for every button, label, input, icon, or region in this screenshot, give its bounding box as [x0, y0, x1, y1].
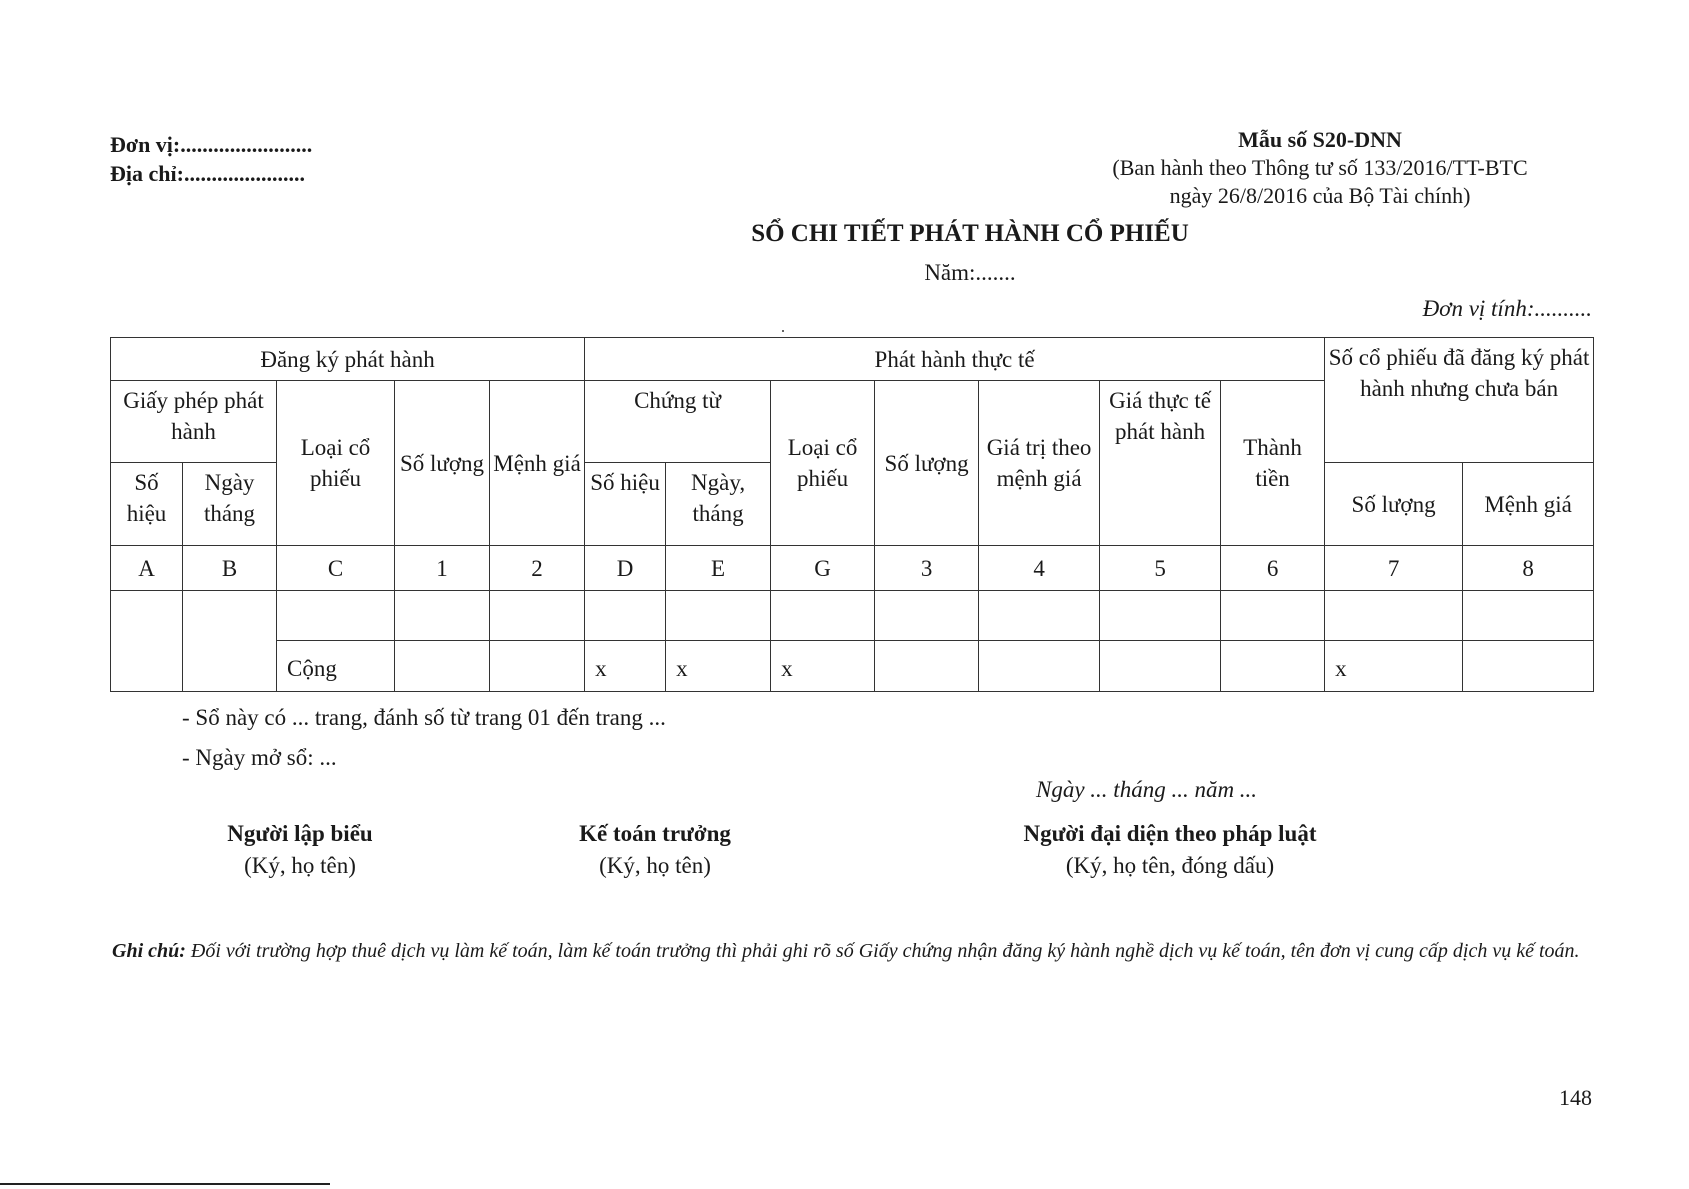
- column-code: E: [666, 546, 771, 591]
- signature-chief-accountant: [520, 818, 790, 882]
- license-date-header: Ngày tháng: [183, 463, 277, 546]
- data-cell: [1221, 641, 1325, 692]
- column-code: 7: [1325, 546, 1463, 591]
- unsold-quantity-header: Số lượng: [1325, 463, 1463, 546]
- signature-role: Người lập biểu: [227, 821, 373, 846]
- year-line: Năm:.......: [924, 260, 1016, 285]
- actual-share-type-header: Loại cổ phiếu: [771, 381, 875, 546]
- quantity-header: Số lượng: [395, 381, 490, 546]
- data-cell: [875, 591, 979, 641]
- license-number-header: Số hiệu: [111, 463, 183, 546]
- group-unsold-header: Số cổ phiếu đã đăng ký phát hành nhưng chưa bán: [1325, 338, 1594, 463]
- signature-role: Người đại diện theo pháp luật: [1023, 821, 1317, 846]
- data-cell: [490, 591, 585, 641]
- total-label: Cộng: [277, 641, 395, 692]
- data-cell: [490, 641, 585, 692]
- data-cell: [771, 591, 875, 641]
- document-title: SỔ CHI TIẾT PHÁT HÀNH CỔ PHIẾU: [751, 220, 1189, 247]
- column-code: B: [183, 546, 277, 591]
- form-reference-block: [1060, 126, 1580, 210]
- data-cell: [1325, 591, 1463, 641]
- group-actual-header: Phát hành thực tế: [585, 338, 1325, 381]
- value-at-par-header: Giá trị theo mệnh giá: [979, 381, 1100, 546]
- footnote: [112, 937, 1592, 966]
- form-code: Mẫu số S20-DNN: [1238, 127, 1402, 152]
- total-mark: x: [666, 641, 771, 692]
- data-cell: [1463, 641, 1594, 692]
- signature-date: Ngày ... tháng ... năm ...: [1036, 777, 1258, 802]
- footnote-text: Đối với trường hợp thuê dịch vụ làm kế toán, làm kế toán trưởng thì phải ghi rõ số Giấy chứng nhận đăng ký hành nghề dịch vụ kế toán, tên đơn vị cung cấp dịch vụ kế toán.: [190, 940, 1580, 962]
- share-issuance-ledger-table: [110, 337, 1594, 692]
- data-cell: [875, 641, 979, 692]
- column-code: 2: [490, 546, 585, 591]
- column-code: G: [771, 546, 875, 591]
- issued-by: (Ban hành theo Thông tư số 133/2016/TT-BTC: [1112, 155, 1528, 180]
- data-cell: [183, 591, 277, 692]
- bottom-rule: [0, 1183, 330, 1185]
- column-code: 5: [1100, 546, 1221, 591]
- table-row: [111, 591, 1594, 641]
- column-code: 3: [875, 546, 979, 591]
- issued-date: ngày 26/8/2016 của Bộ Tài chính): [1169, 183, 1471, 208]
- column-code: C: [277, 546, 395, 591]
- actual-price-header: Giá thực tế phát hành: [1100, 381, 1221, 546]
- data-cell: [1463, 591, 1594, 641]
- data-cell: [395, 641, 490, 692]
- total-mark: x: [585, 641, 666, 692]
- data-cell: [1221, 591, 1325, 641]
- unit-of-measure: Đơn vị tính:..........: [1422, 296, 1592, 321]
- data-cell: [979, 641, 1100, 692]
- voucher-header: Chứng từ: [585, 381, 771, 463]
- column-code: 8: [1463, 546, 1594, 591]
- page-number: 148: [1559, 1085, 1592, 1110]
- data-cell: [277, 591, 395, 641]
- organization-block: [110, 130, 312, 188]
- data-cell: [979, 591, 1100, 641]
- actual-quantity-header: Số lượng: [875, 381, 979, 546]
- signature-role: Kế toán trưởng: [579, 821, 731, 846]
- unsold-par-value-header: Mệnh giá: [1463, 463, 1594, 546]
- column-code: 4: [979, 546, 1100, 591]
- page-count-note: - Sổ này có ... trang, đánh số từ trang 01 đến trang ...: [182, 705, 666, 730]
- footnote-label: Ghi chú:: [112, 940, 186, 962]
- address-line: Địa chỉ:......................: [110, 161, 305, 186]
- open-date-note: - Ngày mở sổ: ...: [182, 745, 337, 770]
- signature-legal-representative: [980, 818, 1360, 882]
- column-code: 1: [395, 546, 490, 591]
- total-mark: x: [771, 641, 875, 692]
- data-cell: [395, 591, 490, 641]
- data-cell: [585, 591, 666, 641]
- data-cell: [1100, 641, 1221, 692]
- voucher-number-header: Số hiệu: [585, 463, 666, 546]
- signature-preparer: [190, 818, 410, 882]
- unit-line: Đơn vị:........................: [110, 132, 313, 157]
- data-cell: [111, 591, 183, 692]
- share-type-header: Loại cổ phiếu: [277, 381, 395, 546]
- ledger-notes: [182, 698, 666, 778]
- column-code: A: [111, 546, 183, 591]
- data-cell: [1100, 591, 1221, 641]
- signature-instruction: (Ký, họ tên): [599, 853, 711, 878]
- signature-instruction: (Ký, họ tên, đóng dấu): [1065, 853, 1275, 878]
- voucher-date-header: Ngày, tháng: [666, 463, 771, 546]
- scan-speck: [782, 330, 784, 332]
- data-cell: [666, 591, 771, 641]
- group-registration-header: Đăng ký phát hành: [111, 338, 585, 381]
- total-row: [111, 641, 1594, 692]
- amount-header: Thành tiền: [1221, 381, 1325, 546]
- license-header: Giấy phép phát hành: [111, 381, 277, 463]
- column-code: 6: [1221, 546, 1325, 591]
- column-code: D: [585, 546, 666, 591]
- signature-instruction: (Ký, họ tên): [244, 853, 356, 878]
- par-value-header: Mệnh giá: [490, 381, 585, 546]
- total-mark: x: [1325, 641, 1463, 692]
